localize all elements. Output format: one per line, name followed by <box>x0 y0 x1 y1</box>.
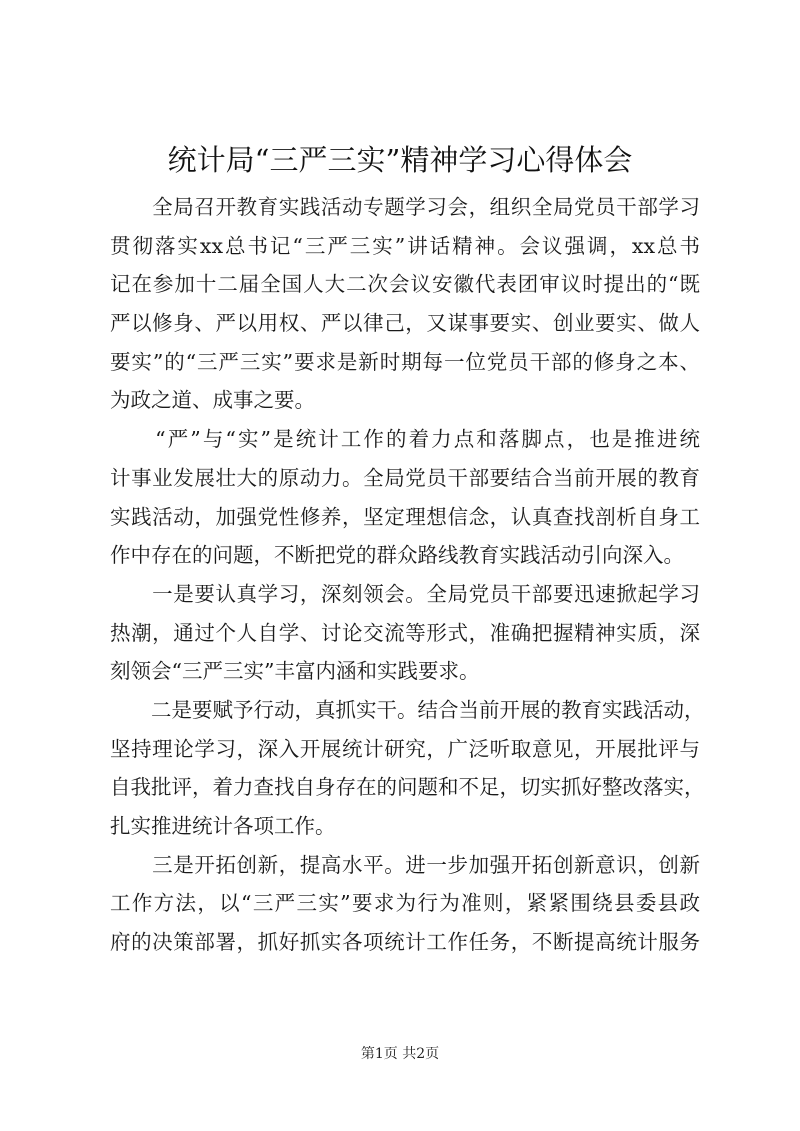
paragraph-2 <box>110 420 700 575</box>
paragraph-line: 记在参加十二届全国人大二次会议安徽代表团审议时提出的“既 <box>110 272 700 297</box>
paragraph-4 <box>110 691 705 846</box>
paragraph-1 <box>110 188 700 420</box>
paragraph-line: 三是开拓创新，提高水平。进一步加强开拓创新意识，创新 <box>110 852 700 877</box>
paragraph-3 <box>110 575 700 691</box>
paragraph-line: 作中存在的问题，不断把党的群众路线教育实践活动引向深入。 <box>110 543 684 568</box>
paragraph-line: 自我批评，着力查找自身存在的问题和不足，切实抓好整改落实， <box>110 775 705 800</box>
paragraph-line: 刻领会“三严三实”丰富内涵和实践要求。 <box>110 659 480 684</box>
paragraph-line: 实践活动，加强党性修养，坚定理想信念，认真查找剖析自身工 <box>110 504 700 529</box>
paragraph-line: 府的决策部署，抓好抓实各项统计工作任务，不断提高统计服务 <box>110 930 700 955</box>
paragraph-line: “严”与“实”是统计工作的着力点和落脚点，也是推进统 <box>110 427 700 452</box>
paragraph-line: 热潮，通过个人自学、讨论交流等形式，准确把握精神实质，深 <box>110 620 700 645</box>
page-number-footer: 第1页 共2页 <box>360 1046 440 1062</box>
paragraph-line: 坚持理论学习，深入开展统计研究，广泛听取意见，开展批评与 <box>110 736 700 761</box>
paragraph-line: 扎实推进统计各项工作。 <box>110 814 336 838</box>
document-body <box>110 188 705 962</box>
paragraph-line: 为政之道、成事之要。 <box>110 388 315 413</box>
paragraph-line: 二是要赋予行动，真抓实干。结合当前开展的教育实践活动， <box>110 697 705 722</box>
paragraph-line: 全局召开教育实践活动专题学习会，组织全局党员干部学习 <box>110 195 700 219</box>
document-title: 统计局“三严三实”精神学习心得体会 <box>167 143 633 177</box>
paragraph-line: 严以修身、严以用权、严以律己，又谋事要实、创业要实、做人 <box>110 311 700 336</box>
paragraph-line: 工作方法，以“三严三实”要求为行为准则，紧紧围绕县委县政 <box>110 891 700 916</box>
paragraph-line: 要实”的“三严三实”要求是新时期每一位党员干部的修身之本、 <box>110 349 700 374</box>
paragraph-line: 计事业发展壮大的原动力。全局党员干部要结合当前开展的教育 <box>110 465 700 490</box>
paragraph-line: 贯彻落实xx总书记“三严三实”讲话精神。会议强调，xx总书 <box>110 233 700 258</box>
paragraph-line: 一是要认真学习，深刻领会。全局党员干部要迅速掀起学习 <box>110 581 700 606</box>
paragraph-5 <box>110 846 700 962</box>
